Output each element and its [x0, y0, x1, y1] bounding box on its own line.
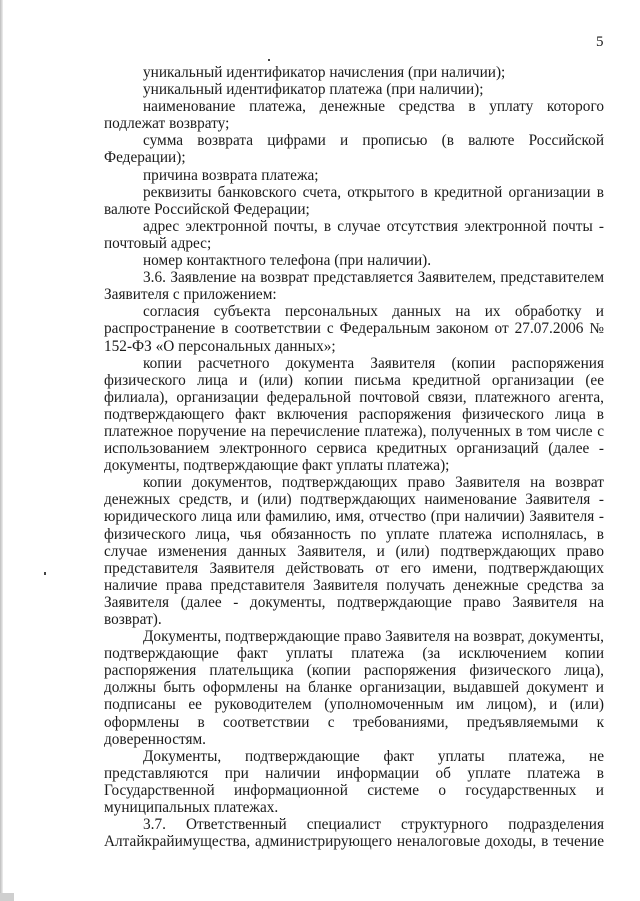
paragraph-accrual-id: уникальный идентификатор начисления (при наличии); — [143, 64, 506, 81]
document-body — [104, 64, 604, 850]
scan-speck — [44, 572, 46, 575]
scan-left-edge — [0, 0, 3, 901]
paragraph-email-address: адрес электронной почты, в случае отсутствия электронной почты - почтовый адрес; — [104, 217, 604, 252]
paragraph-payment-id: уникальный идентификатор платежа (при наличии); — [143, 81, 484, 99]
page-number: 5 — [596, 34, 604, 50]
paragraph-personal-data-consent: согласия субъекта персональных данных на их обработку и распространение в соответствии с Федеральным законом от 27.07.2006 № 152-ФЗ «О персональных данных»; — [104, 303, 604, 355]
scan-speck — [268, 59, 270, 61]
paragraph-gis-gmp: Документы, подтверждающие факт уплаты платежа, не представляются при наличии информации об уплате платежа в Государственной информационной системе о государственных и муниципальных платежах. — [104, 747, 604, 817]
paragraph-phone-number: номер контактного телефона (при наличии). — [143, 252, 432, 270]
paragraph-refund-reason: причина возврата платежа; — [143, 166, 319, 184]
paragraph-section-3-6: 3.6. Заявление на возврат представляется Заявителем, представителем Заявителя с приложением: — [104, 269, 604, 304]
paragraph-bank-details: реквизиты банковского счета, открытого в кредитной организации в валюте Российской Федерации; — [104, 183, 604, 218]
scan-bottom-corner — [0, 893, 14, 901]
paragraph-payment-name: наименование платежа, денежные средства в уплату которого подлежат возврату; — [104, 98, 604, 133]
paragraph-payment-document-copies: копии расчетного документа Заявителя (копии распоряжения физического лица и (или) копии письма кредитной организации (ее филиала), организации федеральной почтовой связи, платежного агента, подтверждающего факт включения распоряжения физического лица в платежное поручение на перечисление платежа), полученных в том числе с использованием электронного сервиса кредитных организаций (далее - документы, подтверждающие факт уплаты платежа); — [104, 354, 604, 475]
paragraph-refund-amount: сумма возврата цифрами и прописью (в валюте Российской Федерации); — [104, 132, 604, 167]
paragraph-right-documents: копии документов, подтверждающих право Заявителя на возврат денежных средств, и (или) подтверждающих наименование Заявителя - юридического лица или фамилию, имя, отчество (при наличии) Заявителя - физического лица, чья обязанность по уплате платежа исполнялась, в случае изменения данных Заявителя, и (или) подтверждающих право представителя Заявителя действовать от его имени, подтверждающих наличие права представителя Заявителя получать денежные средства за Заявителя (далее - документы, подтверждающие право Заявителя на возврат). — [104, 474, 604, 628]
paragraph-section-3-7: 3.7. Ответственный специалист структурного подразделения Алтайкрайимущества, администрирующего неналоговые доходы, в течение — [104, 816, 604, 851]
paragraph-document-requirements: Документы, подтверждающие право Заявителя на возврат, документы, подтверждающие факт уплаты платежа (за исключением копии распоряжения плательщика (копии распоряжения физического лица), должны быть оформлены на бланке организации, выдавшей документ и подписаны ее руководителем (уполномоченным им лицом), и (или) оформлены в соответствии с требованиями, предъявляемыми к доверенностям. — [104, 628, 604, 748]
